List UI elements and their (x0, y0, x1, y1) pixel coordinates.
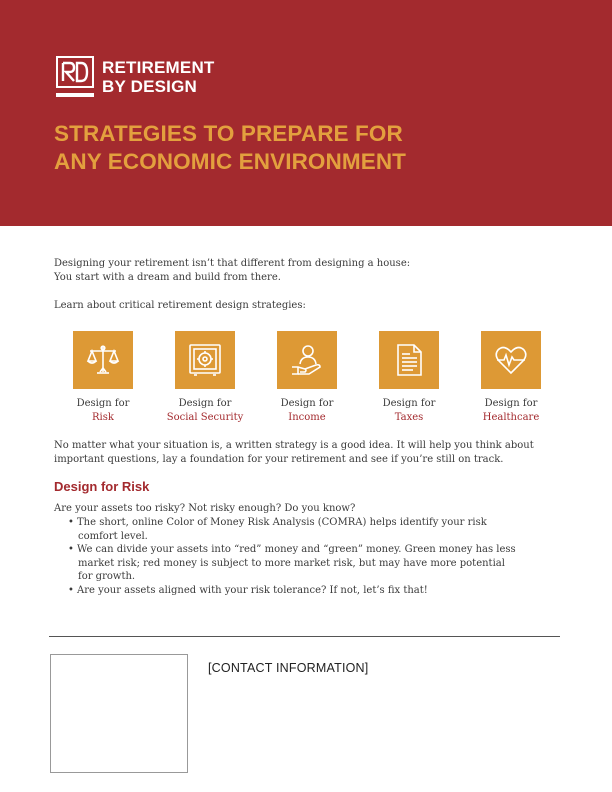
page-title (54, 120, 406, 176)
bullet-line: for growth. (78, 571, 136, 582)
bullet-line: • Are your assets aligned with your risk tolerance? If not, let’s fix that! (77, 584, 428, 596)
strategy-prefix: Design for (484, 398, 538, 409)
intro-line-1: Designing your retirement isn’t that different from designing a house: (54, 258, 411, 269)
strategy-label: Healthcare (482, 412, 540, 423)
learn-text: Learn about critical retirement design strategies: (54, 300, 306, 311)
strategy-icons (53, 331, 563, 431)
strategy-prefix: Design for (280, 398, 334, 409)
logo-line-2: BY DESIGN (102, 77, 198, 96)
intro-line-2: You start with a dream and build from there. (54, 272, 281, 283)
summary-paragraph (54, 439, 564, 467)
risk-bullet-list (68, 516, 558, 597)
logo-text (102, 58, 215, 96)
logo-underline (56, 93, 94, 97)
title-line-1: STRATEGIES TO PREPARE FOR (54, 121, 403, 146)
divider (49, 636, 560, 637)
document-icon (379, 331, 439, 389)
strategy-healthcare (461, 331, 561, 425)
logo-placeholder-box (50, 654, 188, 773)
safe-icon (175, 331, 235, 389)
logo-line-1: RETIREMENT (102, 58, 215, 77)
bullet-line: • We can divide your assets into “red” money and “green” money. Green money has less (77, 544, 516, 555)
heart-pulse-icon (481, 331, 541, 389)
paragraph-line-1: No matter what your situation is, a written strategy is a good idea. It will help you think about (54, 440, 534, 451)
risk-question: Are your assets too risky? Not risky enough? Do you know? (54, 503, 356, 514)
scales-icon (73, 331, 133, 389)
strategy-prefix: Design for (382, 398, 436, 409)
logo-mark-icon (56, 56, 94, 88)
strategy-prefix: Design for (178, 398, 232, 409)
bullet-line: market risk; red money is subject to more market risk, but may have more potential (78, 557, 505, 569)
list-item (68, 516, 558, 543)
bullet-line: • The short, online Color of Money Risk Analysis (COMRA) helps identify your risk (77, 517, 487, 528)
contact-information: [CONTACT INFORMATION] (208, 661, 369, 675)
strategy-prefix: Design for (76, 398, 130, 409)
strategy-label: Social Security (166, 412, 244, 423)
strategy-income (257, 331, 357, 425)
intro-text (54, 257, 410, 285)
strategy-social-security (155, 331, 255, 425)
section-heading-risk: Design for Risk (54, 479, 150, 494)
strategy-label: Risk (92, 412, 114, 423)
paragraph-line-2: important questions, lay a foundation for your retirement and see if you’re still on track. (54, 454, 504, 465)
bullet-line: comfort level. (78, 530, 148, 542)
list-item (68, 543, 558, 584)
strategy-taxes (359, 331, 459, 425)
title-line-2: ANY ECONOMIC ENVIRONMENT (54, 149, 407, 174)
header-banner (0, 0, 612, 226)
hand-person-icon (277, 331, 337, 389)
strategy-risk (53, 331, 153, 425)
strategy-label: Taxes (394, 412, 424, 423)
strategy-label: Income (288, 412, 326, 423)
list-item (68, 584, 558, 598)
